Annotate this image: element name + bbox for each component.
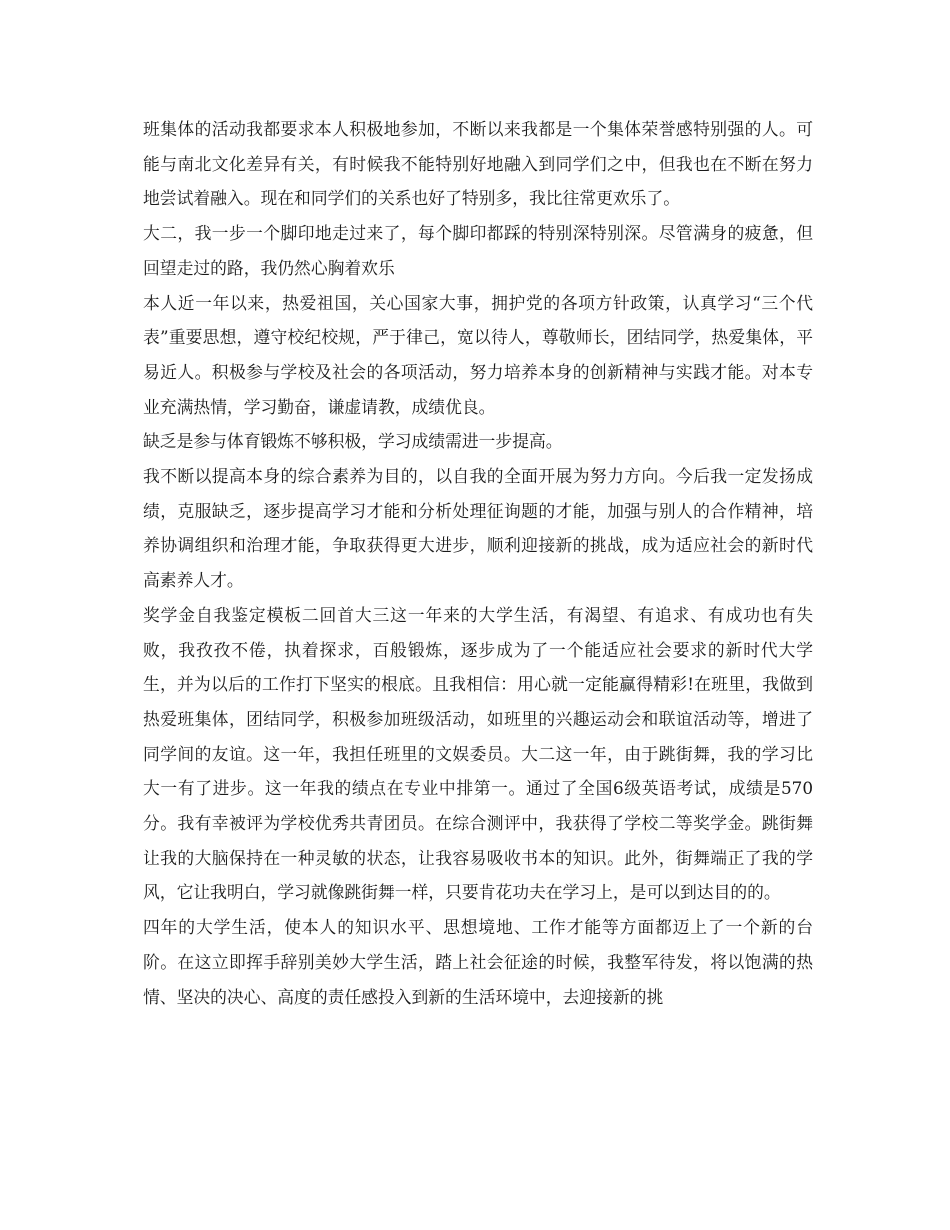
document-body bbox=[143, 112, 813, 1014]
paragraph-future-goals: 我不断以提高本身的综合素养为目的，以自我的全面开展为努力方向。今后我一定发扬成绩，克服缺乏，逐步提高学习才能和分析处理征询题的才能，加强与别人的合作精神，培养协调组织和治理才能，争取获得更大进步，顺利迎接新的挑战，成为适应社会的新时代高素养人才。 bbox=[143, 466, 813, 591]
paragraph-shortcomings: 缺乏是参与体育锻炼不够积极，学习成绩需进一步提高。 bbox=[143, 431, 563, 452]
paragraph-sophomore-year: 大二，我一步一个脚印地走过来了，每个脚印都踩的特别深特别深。尽管满身的疲惫，但回望走过的路，我仍然心胸着欢乐 bbox=[143, 223, 813, 278]
paragraph-four-years: 四年的大学生活，使本人的知识水平、思想境地、工作才能等方面都迈上了一个新的台阶。在这立即挥手辞别美妙大学生活，踏上社会征途的时候，我整军待发，将以饱满的热情、坚决的决心、高度的责任感投入到新的生活环境中，去迎接新的挑 bbox=[143, 917, 813, 1007]
paragraph-class-activities: 班集体的活动我都要求本人积极地参加，不断以来我都是一个集体荣誉感特别强的人。可能与南北文化差异有关，有时候我不能特别好地融入到同学们之中，但我也在不断在努力地尝试着融入。现在和同学们的关系也好了特别多，我比往常更欢乐了。 bbox=[143, 119, 813, 209]
paragraph-political-conduct: 本人近一年以来，热爱祖国，关心国家大事，拥护党的各项方针政策，认真学习“三个代表”重要思想，遵守校纪校规，严于律己，宽以待人，尊敬师长，团结同学，热爱集体，平易近人。积极参与学校及社会的各项活动，努力培养本身的创新精神与实践才能。对本专业充满热情，学习勤奋，谦虚请教，成绩优良。 bbox=[143, 292, 813, 417]
paragraph-scholarship-template-two: 奖学金自我鉴定模板二回首大三这一年来的大学生活，有渴望、有追求、有成功也有失败，我孜孜不倦，执着探求，百般锻炼，逐步成为了一个能适应社会要求的新时代大学生，并为以后的工作打下坚实的根底。且我相信：用心就一定能赢得精彩!在班里，我做到热爱班集体，团结同学，积极参加班级活动，如班里的兴趣运动会和联谊活动等，增进了同学间的友谊。这一年，我担任班里的文娱委员。大二这一年，由于跳街舞，我的学习比大一有了进步。这一年我的绩点在专业中排第一。通过了全国6级英语考试，成绩是570分。我有幸被评为学校优秀共青团员。在综合测评中，我获得了学校二等奖学金。跳街舞让我的大脑保持在一种灵敏的状态，让我容易吸收书本的知识。此外，街舞端正了我的学风，它让我明白，学习就像跳街舞一样，只要肯花功夫在学习上，是可以到达目的的。 bbox=[143, 604, 813, 903]
